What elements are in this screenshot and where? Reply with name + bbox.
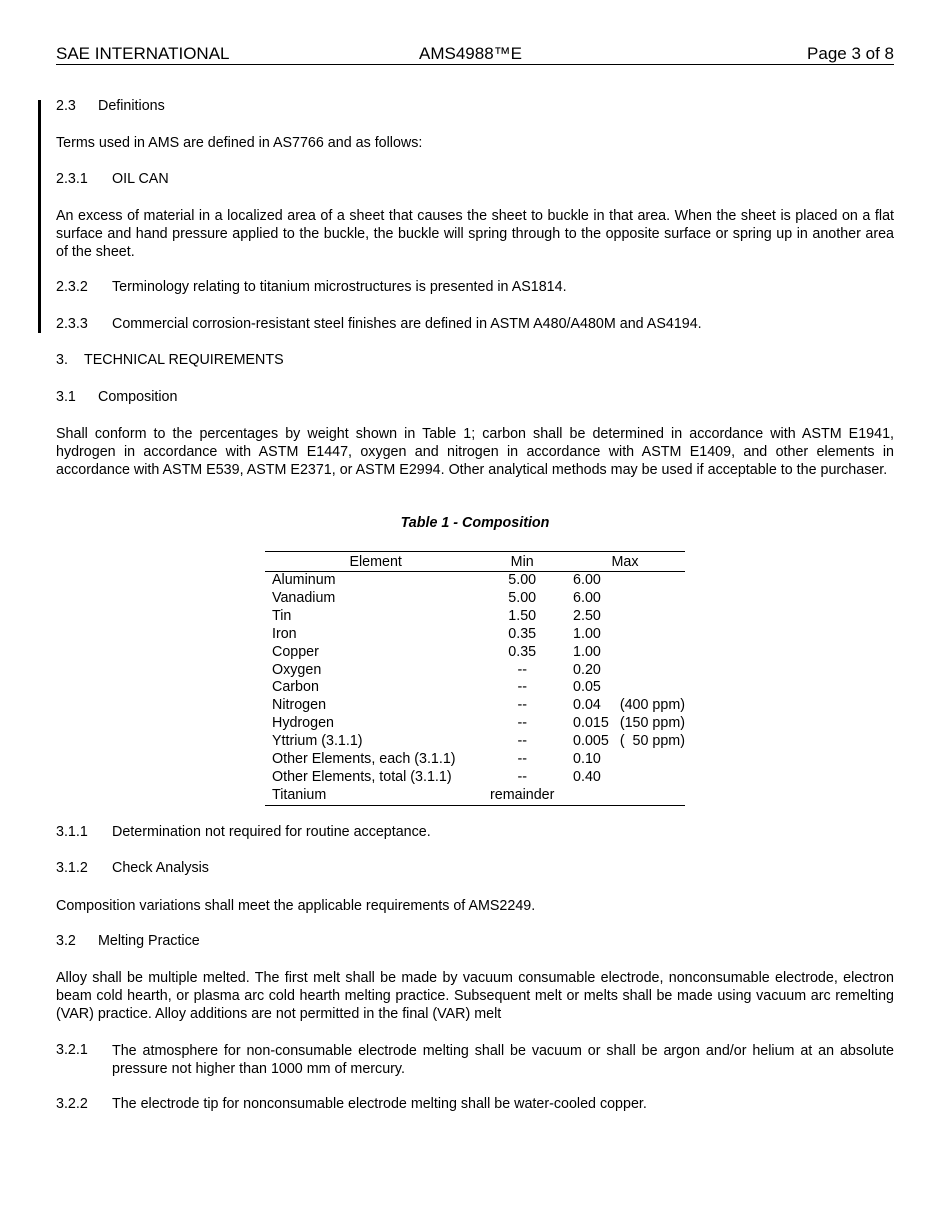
element-cell: Aluminum <box>272 572 336 588</box>
table-row <box>265 590 685 608</box>
max-cell: 0.20 <box>573 661 601 678</box>
section-text: Terminology relating to titanium microstructures is presented in AS1814. <box>112 279 567 295</box>
ppm-cell: (400 ppm) <box>619 697 685 714</box>
section-2-3-intro: Terms used in AMS are defined in AS7766 and as follows: <box>56 135 423 151</box>
table-row <box>265 787 685 805</box>
ppm-cell <box>620 769 685 787</box>
section-number: 3.1 <box>56 389 76 405</box>
max-cell: 0.40 <box>573 768 601 785</box>
table-row <box>265 733 685 751</box>
min-cell: remainder <box>479 787 565 805</box>
section-number: 2.3.1 <box>56 171 88 187</box>
section-title: Melting Practice <box>98 933 200 949</box>
ppm-cell <box>620 626 685 644</box>
element-cell: Yttrium (3.1.1) <box>272 733 363 750</box>
element-cell: Tin <box>272 607 292 624</box>
table-header-row <box>265 552 685 572</box>
page-header <box>56 44 894 65</box>
table-row <box>265 679 685 697</box>
section-number: 3.2 <box>56 933 76 949</box>
min-cell: 5.00 <box>508 572 537 588</box>
element-cell: Other Elements, each (3.1.1) <box>272 751 456 768</box>
max-cell: 0.10 <box>573 751 601 768</box>
max-cell: 0.05 <box>573 679 601 696</box>
min-cell: -- <box>517 661 527 678</box>
section-number: 2.3.3 <box>56 316 88 332</box>
header-organization: SAE INTERNATIONAL <box>56 44 230 63</box>
element-cell: Oxygen <box>272 661 322 678</box>
max-cell: 6.00 <box>573 572 601 588</box>
section-title: OIL CAN <box>112 171 169 187</box>
column-header-min: Min <box>479 552 565 572</box>
min-cell: 0.35 <box>508 643 537 660</box>
section-number: 3. <box>56 352 68 368</box>
element-cell: Other Elements, total (3.1.1) <box>272 768 452 785</box>
table-row <box>265 626 685 644</box>
section-2-3-1-text: An excess of material in a localized area of a sheet that causes the sheet to buckle in that area. When the sheet is placed on a flat surface and hand pressure applied to the buckle, the buckle will spring through to the opposite surface or spring up in another area of the sheet. <box>56 208 894 260</box>
min-cell: -- <box>517 715 527 732</box>
table-caption: Table 1 - Composition <box>400 515 550 531</box>
table-row <box>265 769 685 787</box>
min-cell: 5.00 <box>508 589 537 606</box>
element-cell: Hydrogen <box>272 715 334 732</box>
table-row <box>265 608 685 626</box>
section-title: Composition <box>98 389 178 405</box>
element-cell: Copper <box>272 643 319 660</box>
ppm-cell <box>620 572 685 590</box>
ppm-cell <box>620 751 685 769</box>
section-number: 3.2.2 <box>56 1096 88 1112</box>
min-cell: -- <box>517 697 527 714</box>
header-document-id: AMS4988™E <box>419 44 522 63</box>
min-cell: -- <box>517 751 527 768</box>
element-cell: Carbon <box>272 679 319 696</box>
section-3-1-text: Shall conform to the percentages by weight shown in Table 1; carbon shall be determined in accordance with ASTM E1941, hydrogen in accordance with ASTM E1447, oxygen and nitrogen in accordance with ASTM E1409, and other elements in accordance with ASTM E539, ASTM E2371, or ASTM E2994. Other analytical methods may be used if acceptable to the purchaser. <box>56 426 894 478</box>
min-cell: -- <box>517 768 527 785</box>
section-text: Commercial corrosion-resistant steel finishes are defined in ASTM A480/A480M and AS4194. <box>112 316 702 332</box>
header-page-number: Page 3 of 8 <box>807 44 894 63</box>
max-cell: 2.50 <box>573 607 601 624</box>
ppm-cell: (150 ppm) <box>619 715 685 732</box>
column-header-max: Max <box>565 552 685 572</box>
section-number: 3.1.2 <box>56 860 88 876</box>
max-cell: 1.00 <box>573 625 601 642</box>
ppm-cell <box>620 608 685 626</box>
min-cell: -- <box>517 679 527 696</box>
section-text: Determination not required for routine acceptance. <box>112 824 431 840</box>
ppm-cell <box>620 662 685 680</box>
section-number: 2.3 <box>56 98 76 114</box>
element-cell: Nitrogen <box>272 697 327 714</box>
max-cell <box>565 787 620 805</box>
element-cell: Titanium <box>265 787 479 805</box>
column-header-element: Element <box>265 552 479 572</box>
element-cell: Vanadium <box>272 589 336 606</box>
table-row <box>265 715 685 733</box>
element-cell: Iron <box>272 625 297 642</box>
min-cell: 0.35 <box>508 625 537 642</box>
ppm-cell <box>620 590 685 608</box>
min-cell: 1.50 <box>508 607 537 624</box>
table-row <box>265 644 685 662</box>
section-title: Check Analysis <box>112 860 209 876</box>
min-cell: -- <box>517 733 527 750</box>
table-row <box>265 572 685 590</box>
section-title: Definitions <box>98 98 165 114</box>
table-row <box>265 751 685 769</box>
ppm-cell <box>620 679 685 697</box>
section-number: 3.1.1 <box>56 824 88 840</box>
revision-change-bar <box>38 100 41 333</box>
composition-table <box>265 551 685 806</box>
section-text: The electrode tip for nonconsumable electrode melting shall be water-cooled copper. <box>112 1096 647 1112</box>
section-number: 2.3.2 <box>56 279 88 295</box>
section-3-2-1-number: 3.2.1 <box>56 1042 88 1058</box>
section-3-1-2-text: Composition variations shall meet the applicable requirements of AMS2249. <box>56 898 536 914</box>
section-3-2-1-text: The atmosphere for non-consumable electrode melting shall be vacuum or shall be argon and/or helium at an absolute pressure not higher than 1000 mm of mercury. <box>112 1043 894 1077</box>
max-cell: 0.005 <box>573 733 609 750</box>
ppm-cell: ( 50 ppm) <box>619 733 685 750</box>
section-3-2-text: Alloy shall be multiple melted. The first melt shall be made by vacuum consumable electrode, nonconsumable electrode, electron beam cold hearth, or plasma arc cold hearth melting practice. Subsequent melt or melts shall be made using vacuum arc remelting (VAR) practice. Alloy additions are not permitted in the final (VAR) melt <box>56 970 894 1022</box>
ppm-cell <box>620 644 685 662</box>
ppm-cell <box>620 787 685 805</box>
table-row <box>265 697 685 715</box>
table-row <box>265 662 685 680</box>
max-cell: 6.00 <box>573 589 601 606</box>
max-cell: 0.04 <box>573 697 601 714</box>
max-cell: 0.015 <box>573 715 609 732</box>
max-cell: 1.00 <box>573 643 601 660</box>
section-title: TECHNICAL REQUIREMENTS <box>84 352 284 368</box>
